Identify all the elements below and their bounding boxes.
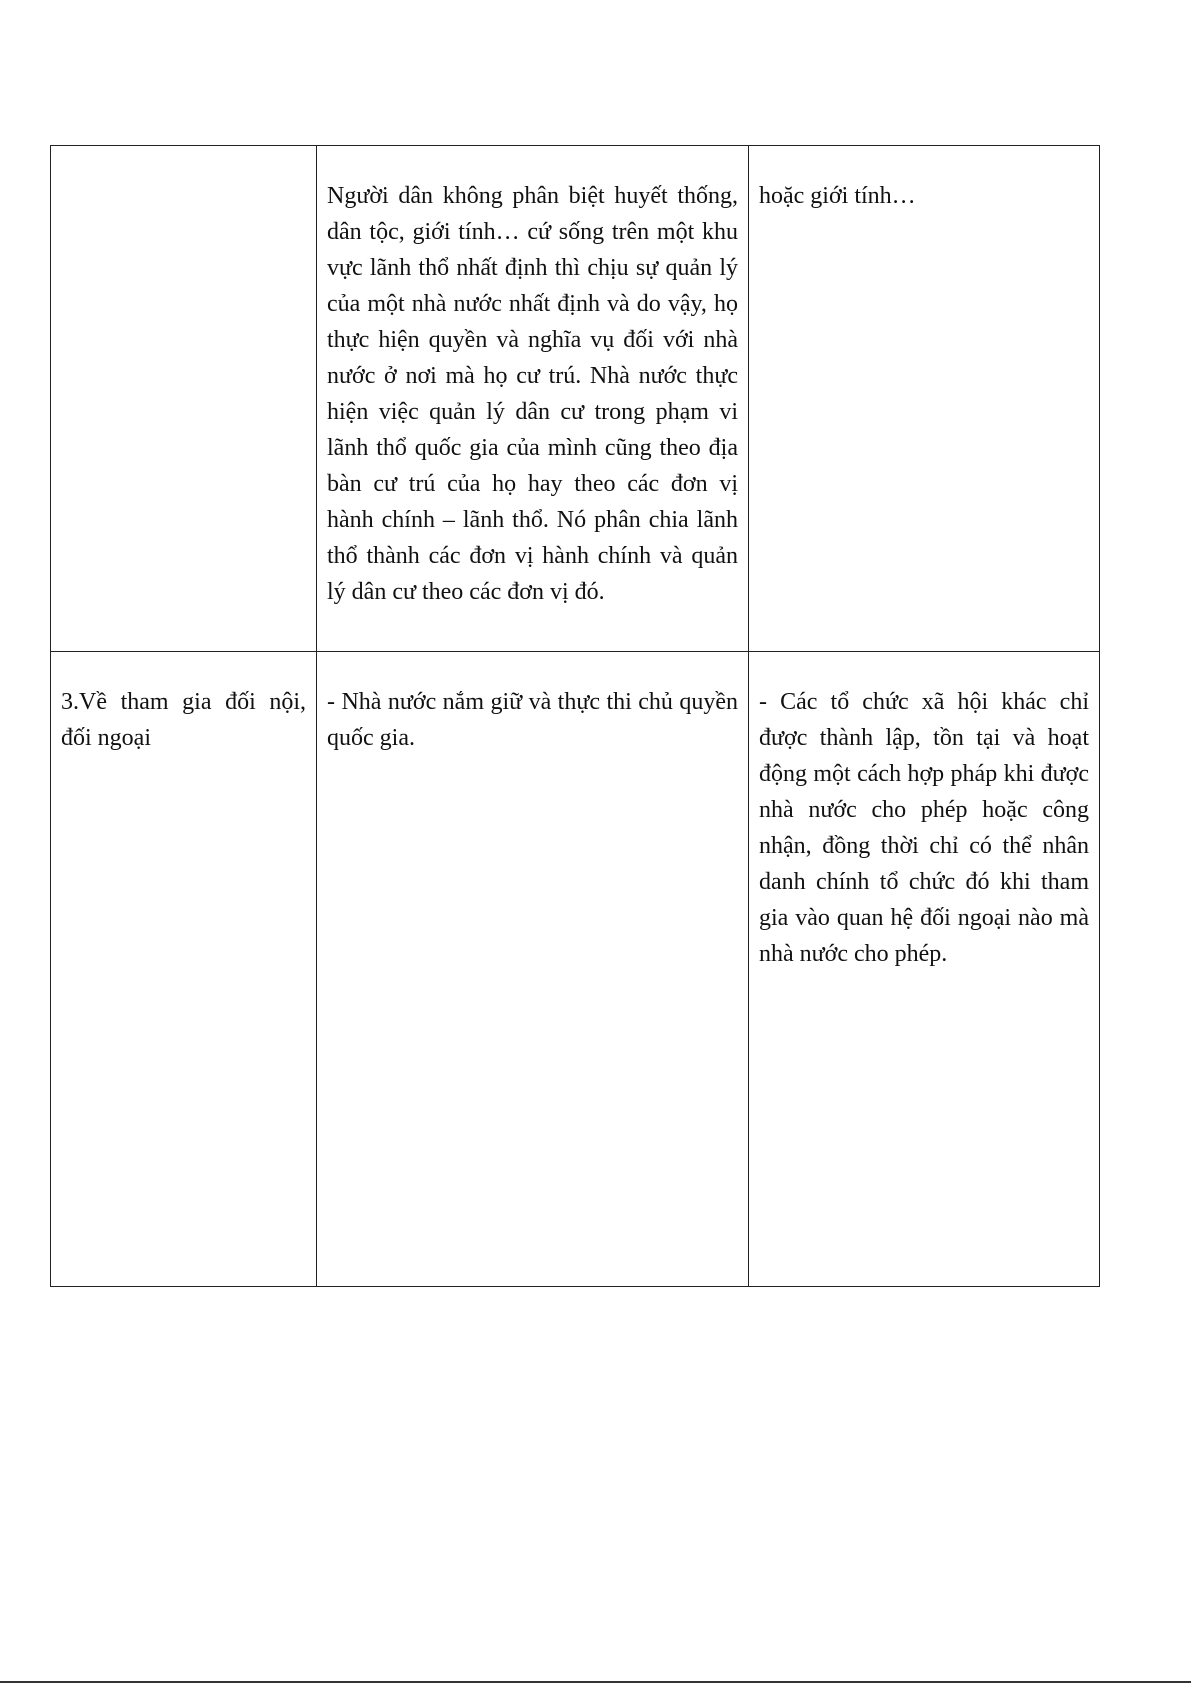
cell-text: Người dân không phân biệt huyết thống, dân tộc, giới tính… cứ sống trên một khu vực lãnh thổ nhất định thì chịu sự quản lý của một nhà nước nhất định và do vậy, họ thực hiện quyền và nghĩa vụ đối với nhà nước ở nơi mà họ cư trú. Nhà nước thực hiện việc quản lý dân cư trong phạm vi lãnh thổ quốc gia của mình cũng theo địa bàn cư trú của họ hay theo các đơn vị hành chính – lãnh thổ. Nó phân chia lãnh thổ thành các đơn vị hành chính và quản lý dân cư theo các đơn vị đó. [327, 183, 744, 605]
table-row [51, 146, 1100, 652]
page-bottom-divider [0, 1681, 1191, 1683]
table-cell-criterion [51, 652, 317, 1287]
table-cell-other-organizations [749, 652, 1100, 1287]
table-row [51, 652, 1100, 1287]
table-cell-other-organizations [749, 146, 1100, 652]
comparison-table [50, 145, 1100, 1287]
cell-text: - Nhà nước nắm giữ và thực thi chủ quyền quốc gia. [327, 689, 744, 751]
cell-text: hoặc giới tính… [759, 183, 916, 209]
cell-text: 3.Về tham gia đối nội, đối ngoại [61, 689, 312, 751]
table-cell-state [317, 146, 749, 652]
table-cell-criterion [51, 146, 317, 652]
table-cell-state [317, 652, 749, 1287]
cell-text: - Các tổ chức xã hội khác chỉ được thành lập, tồn tại và hoạt động một cách hợp pháp khi được nhà nước cho phép hoặc công nhận, đồng thời chỉ có thể nhân danh chính tổ chức đó khi tham gia vào quan hệ đối ngoại nào mà nhà nước cho phép. [759, 689, 1095, 967]
